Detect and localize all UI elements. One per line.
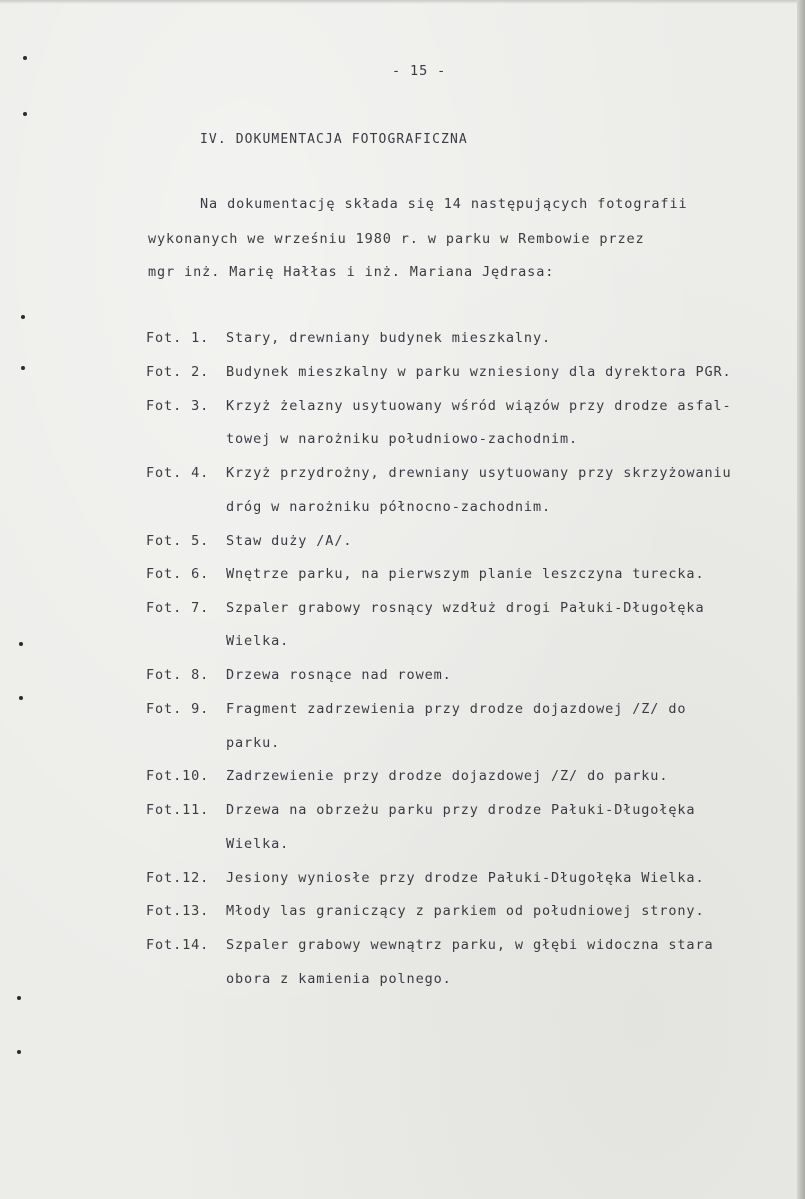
photo-description: Budynek mieszkalny w parku wzniesiony dla dyrektora PGR.	[226, 364, 732, 380]
photo-description-continuation: obora z kamienia polnego.	[226, 971, 452, 987]
page-number: - 15 -	[392, 63, 447, 79]
photo-description: Drzewa rosnące nad rowem.	[226, 667, 452, 683]
binding-hole-mark	[23, 112, 27, 116]
paper-right-edge	[797, 0, 805, 1199]
photo-label: Fot.14.	[146, 937, 210, 953]
binding-hole-mark	[19, 696, 23, 700]
binding-hole-mark	[17, 996, 21, 1000]
photo-description: Fragment zadrzewienia przy drodze dojazdowej /Z/ do	[226, 701, 687, 717]
binding-hole-mark	[17, 1050, 21, 1054]
photo-description-continuation: dróg w narożniku północno-zachodnim.	[226, 499, 551, 515]
photo-description: Stary, drewniany budynek mieszkalny.	[226, 330, 551, 346]
photo-label: Fot.13.	[146, 903, 210, 919]
intro-line: wykonanych we wrześniu 1980 r. w parku w Rembowie przez	[148, 231, 645, 247]
photo-label: Fot.12.	[146, 870, 210, 886]
photo-description-continuation: Wielka.	[226, 633, 290, 649]
photo-description: Szpaler grabowy rosnący wzdłuż drogi Pałuki-Długołęka	[226, 600, 705, 616]
photo-description-continuation: Wielka.	[226, 836, 290, 852]
photo-description: Szpaler grabowy wewnątrz parku, w głębi widoczna stara	[226, 937, 714, 953]
photo-label: Fot. 3.	[146, 398, 210, 414]
photo-description: Drzewa na obrzeżu parku przy drodze Pałuki-Długołęka	[226, 802, 696, 818]
photo-label: Fot. 2.	[146, 364, 210, 380]
photo-label: Fot.10.	[146, 768, 210, 784]
binding-hole-mark	[21, 366, 25, 370]
photo-label: Fot.11.	[146, 802, 210, 818]
paper-top-edge	[0, 0, 805, 4]
photo-description: Jesiony wyniosłe przy drodze Pałuki-Długołęka Wielka.	[226, 870, 705, 886]
photo-label: Fot. 9.	[146, 701, 210, 717]
photo-description-continuation: parku.	[226, 735, 281, 751]
binding-hole-mark	[21, 315, 25, 319]
intro-line: Na dokumentację składa się 14 następujących fotografii	[200, 196, 688, 212]
photo-label: Fot. 1.	[146, 330, 210, 346]
photo-description: Zadrzewienie przy drodze dojazdowej /Z/ do parku.	[226, 768, 669, 784]
photo-description: Wnętrze parku, na pierwszym planie leszczyna turecka.	[226, 566, 705, 582]
photo-description-continuation: towej w narożniku południowo-zachodnim.	[226, 431, 579, 447]
photo-description: Staw duży /A/.	[226, 533, 353, 549]
photo-description: Krzyż przydrożny, drewniany usytuowany przy skrzyżowaniu	[226, 465, 732, 481]
photo-label: Fot. 4.	[146, 465, 210, 481]
photo-label: Fot. 7.	[146, 600, 210, 616]
photo-description: Młody las graniczący z parkiem od południowej strony.	[226, 903, 705, 919]
photo-label: Fot. 6.	[146, 566, 210, 582]
photo-label: Fot. 8.	[146, 667, 210, 683]
photo-description: Krzyż żelazny usytuowany wśród wiązów przy drodze asfal-	[226, 398, 732, 414]
photo-label: Fot. 5.	[146, 533, 210, 549]
intro-line: mgr inż. Marię Hałłas i inż. Mariana Jędrasa:	[148, 264, 555, 280]
binding-hole-mark	[19, 642, 23, 646]
section-heading: IV. DOKUMENTACJA FOTOGRAFICZNA	[200, 132, 468, 147]
binding-hole-mark	[23, 56, 27, 60]
